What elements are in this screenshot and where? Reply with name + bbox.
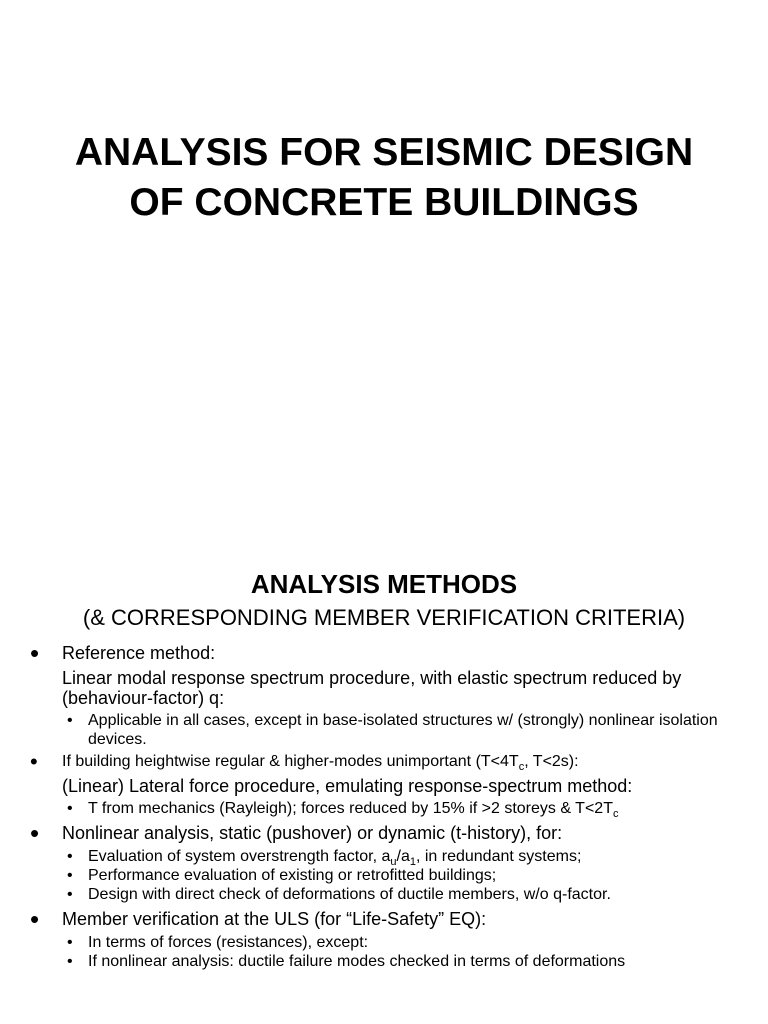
analysis-methods-slide <box>0 540 768 1024</box>
bullet-reference-method <box>0 638 768 668</box>
bullet-text: Member verification at the ULS (for “Life-Safety” EQ): <box>62 909 487 929</box>
sub-bullet-text: Applicable in all cases, except in base-isolated structures w/ (strongly) nonlinear isolation devices. <box>88 712 718 748</box>
sub-bullet-dot: • <box>67 953 73 970</box>
sub-bullet-text-before: Evaluation of system overstrength factor, a <box>88 848 391 865</box>
sub-bullet-dot: • <box>67 800 73 817</box>
bullet-dot: • <box>30 818 40 848</box>
sub-bullet <box>0 711 768 749</box>
bullet-nonlinear-analysis <box>0 818 768 848</box>
bullet-member-verification <box>0 904 768 934</box>
sub-bullet-sub1: u <box>390 856 397 869</box>
sub-bullet-text-after: , in redundant systems; <box>415 848 582 865</box>
sub-bullet-text-sub: c <box>612 808 619 821</box>
sub-bullet-text: In terms of forces (resistances), except: <box>88 934 369 951</box>
sub-bullet-text: Design with direct check of deformations of ductile members, w/o q-factor. <box>88 886 611 903</box>
section-title: ANALYSIS METHODS <box>250 569 518 599</box>
bullet-text-before: If building heightwise regular & higher-modes unimportant (T<4T <box>62 753 519 770</box>
main-title-line2: OF CONCRETE BUILDINGS <box>129 181 639 224</box>
main-title-line1: ANALYSIS FOR SEISMIC DESIGN <box>74 131 694 174</box>
bullet-regular-building <box>0 749 768 774</box>
sub-bullet-text: If nonlinear analysis: ductile failure modes checked in terms of deformations <box>88 953 626 970</box>
sub-bullet-dot: • <box>67 886 73 903</box>
bullet-detail: (Linear) Lateral force procedure, emulating response-spectrum method: <box>62 776 633 796</box>
sub-bullet <box>0 952 768 971</box>
bullet-dot: • <box>30 904 40 934</box>
bullet-text: Reference method: <box>62 643 216 663</box>
bullet-text-after: , T<2s): <box>524 753 579 770</box>
sub-bullet-dot: • <box>67 867 73 884</box>
sub-bullet-dot: • <box>67 712 73 729</box>
sub-bullet-dot: • <box>67 848 73 865</box>
bullet-text: Nonlinear analysis, static (pushover) or dynamic (t-history), for: <box>62 823 563 843</box>
sub-bullet-sub2: 1 <box>409 856 416 869</box>
sub-bullet <box>0 866 768 885</box>
bullet-dot: • <box>30 638 40 668</box>
sub-bullet <box>0 847 768 869</box>
section-subtitle: (& CORRESPONDING MEMBER VERIFICATION CRITERIA) <box>82 605 686 630</box>
sub-bullet <box>0 933 768 952</box>
sub-bullet <box>0 885 768 904</box>
bullet-dot: • <box>30 749 38 774</box>
main-title <box>0 128 768 228</box>
sub-bullet-text-mid: /a <box>396 848 410 865</box>
sub-bullet-text-before: T from mechanics (Rayleigh); forces reduced by 15% if >2 storeys & T<2T <box>88 800 613 817</box>
sub-bullet-text: Performance evaluation of existing or retrofitted buildings; <box>88 867 497 884</box>
bullet-list <box>0 638 768 971</box>
sub-bullet <box>0 799 768 821</box>
bullet-text-sub: c <box>518 761 525 774</box>
sub-bullet-dot: • <box>67 934 73 951</box>
bullet-detail: Linear modal response spectrum procedure, with elastic spectrum reduced by (behaviour-factor) q: <box>62 668 682 708</box>
